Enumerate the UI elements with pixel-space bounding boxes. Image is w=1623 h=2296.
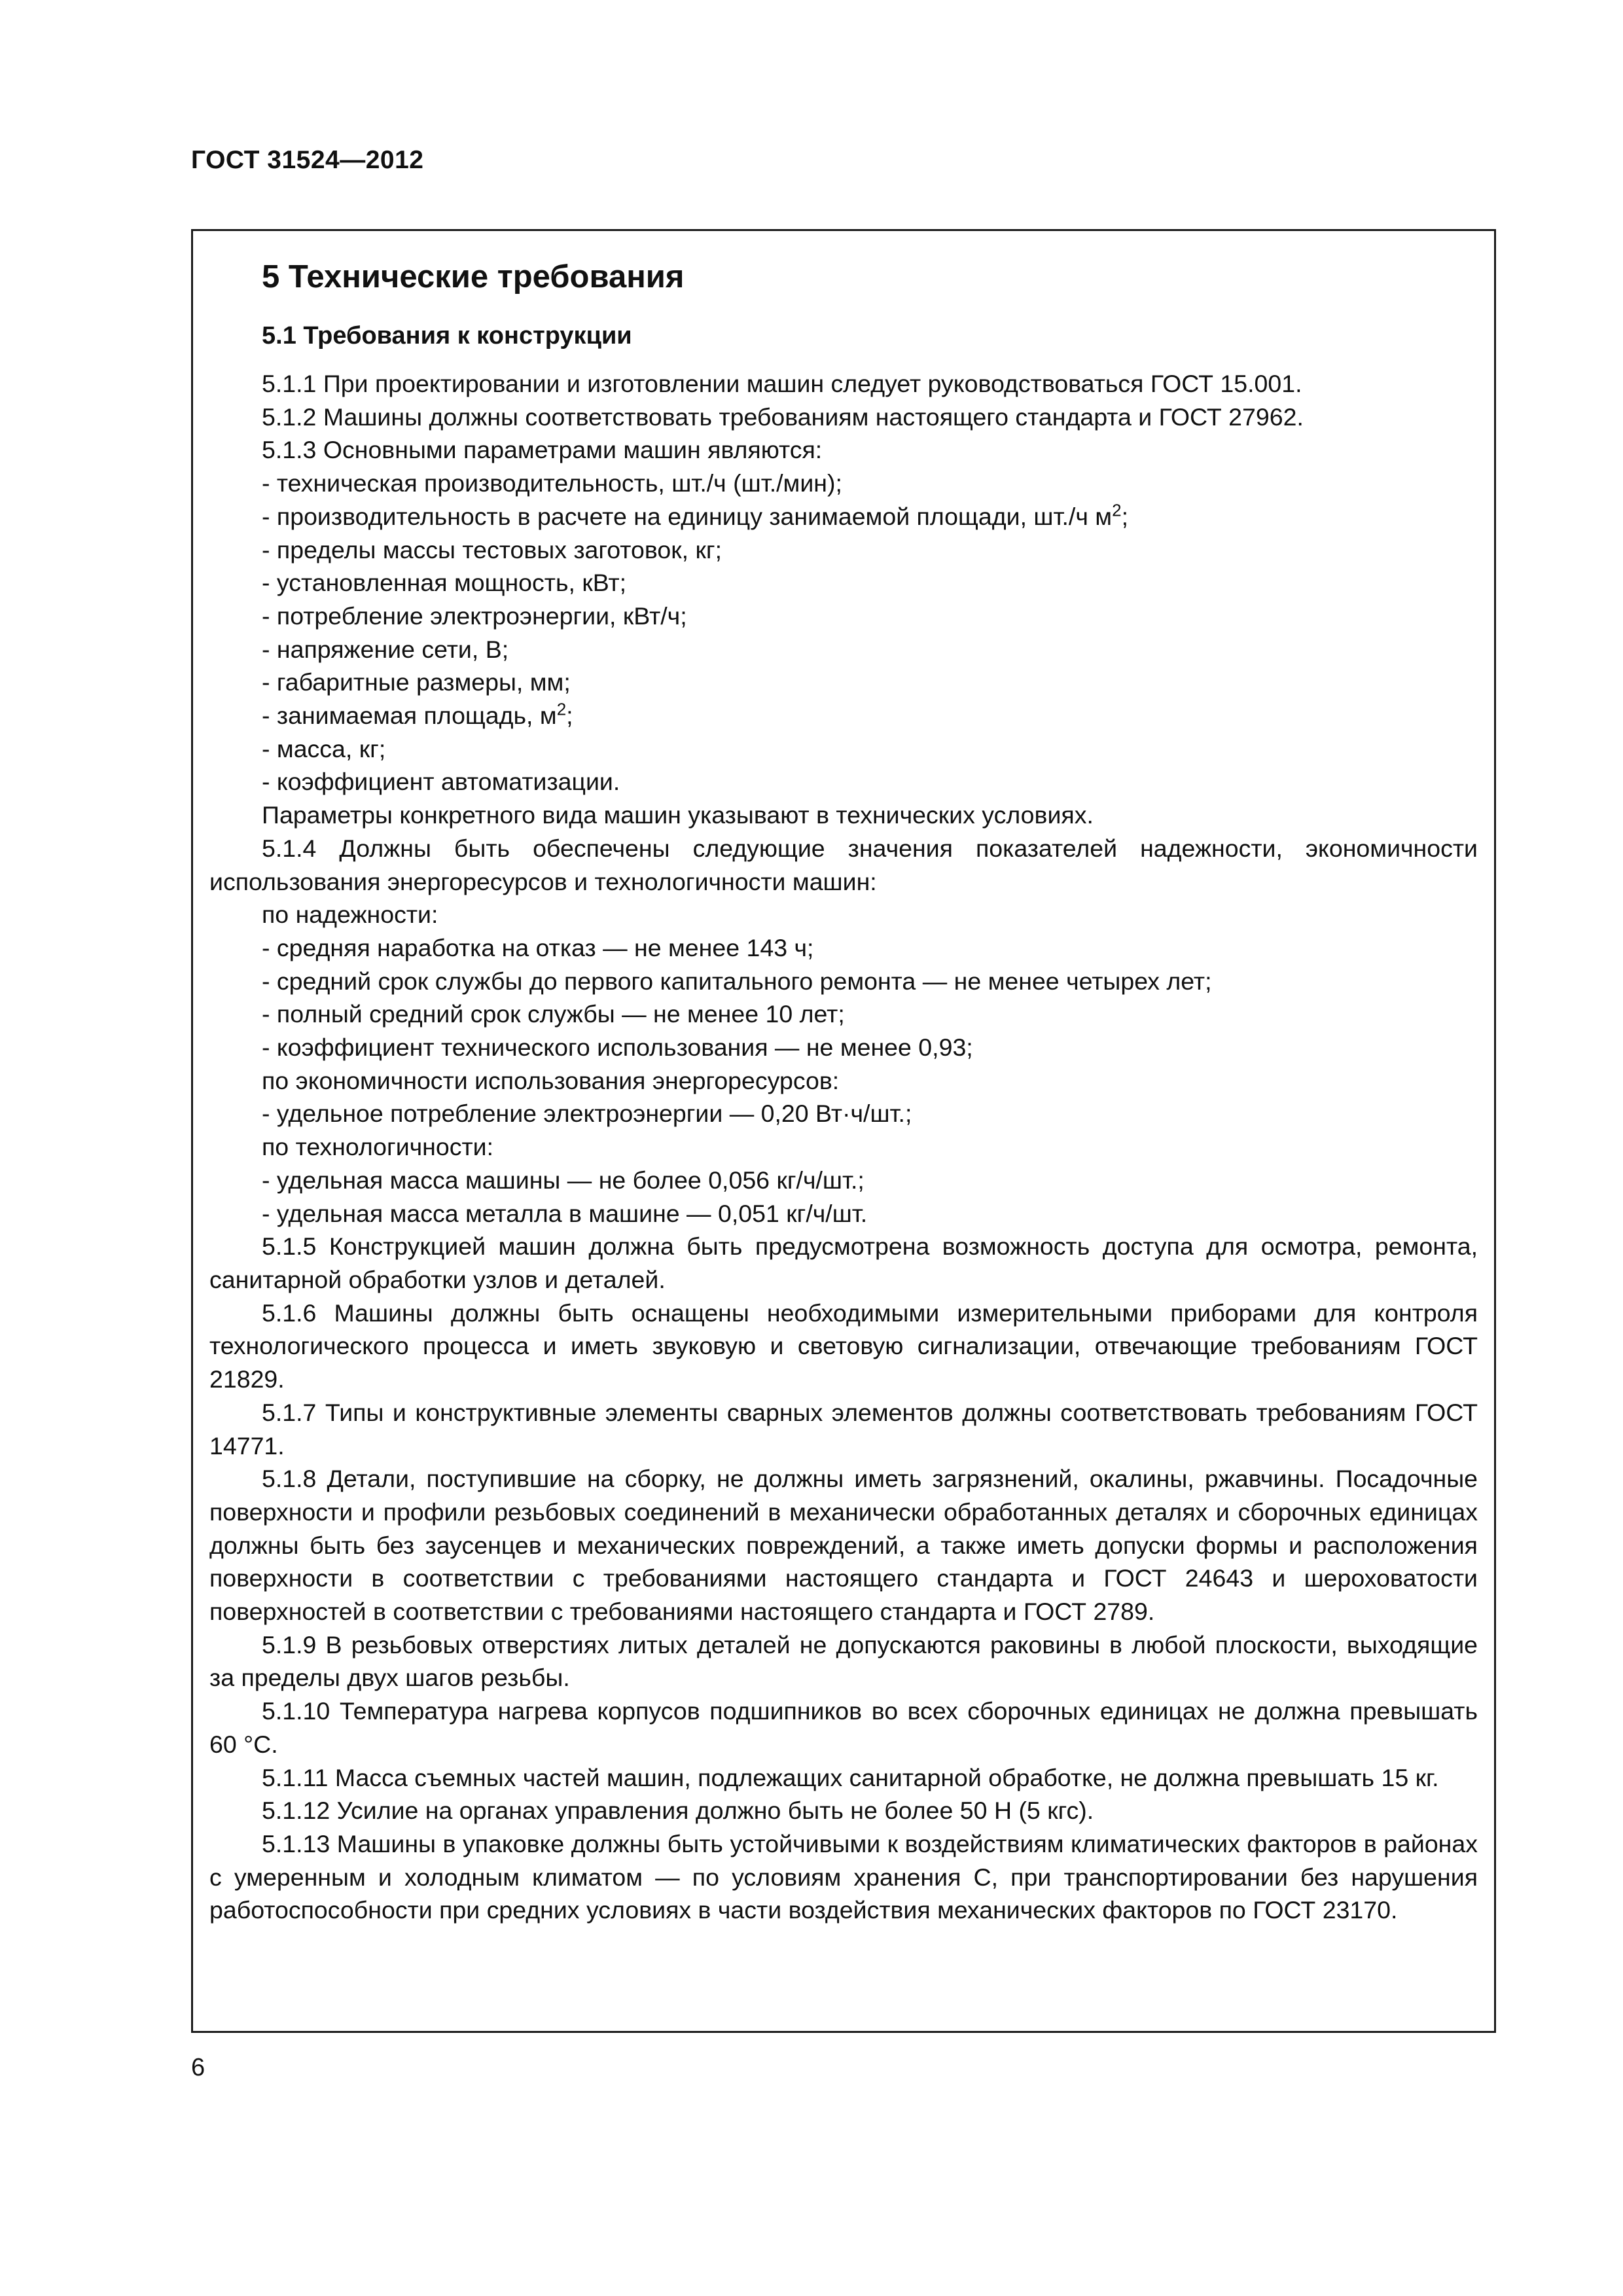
clause-5-1-10: 5.1.10 Температура нагрева корпусов подшипников во всех сборочных единицах не должна превышать 60 °С. bbox=[209, 1697, 1478, 1758]
superscript: 2 bbox=[1112, 500, 1122, 520]
standard-designation: ГОСТ 31524—2012 bbox=[191, 146, 424, 174]
clause-5-1-9: 5.1.9 В резьбовых отверстиях литых деталей не допускаются раковины в любой плоскости, выходящие за пределы двух шагов резьбы. bbox=[209, 1630, 1478, 1692]
superscript: 2 bbox=[556, 699, 567, 719]
list-item: - напряжение сети, В; bbox=[262, 635, 509, 663]
clause-5-1-12: 5.1.12 Усилие на органах управления должно быть не более 50 Н (5 кгс). bbox=[262, 1797, 1094, 1825]
clause-5-1-1: 5.1.1 При проектировании и изготовлении машин следует руководствоваться ГОСТ 15.001. bbox=[262, 370, 1302, 397]
list-item: - удельная масса металла в машине — 0,051 кг/ч/шт. bbox=[262, 1199, 868, 1227]
clause-5-1-13: 5.1.13 Машины в упаковке должны быть устойчивыми к воздействиям климатических факторов в районах с умеренным и холодным климатом — по условиям хранения С, при транспортировании без нарушения работоспособности при средних условиях в части воздействия механических факторов по ГОСТ 23170. bbox=[209, 1829, 1478, 1924]
clause-5-1-8: 5.1.8 Детали, поступившие на сборку, не должны иметь загрязнений, окалины, ржавчины. Посадочные поверхности и профили резьбовых соединений в механически обработанных деталях и сборочных единицах должны быть без заусенцев и механических повреждений, а также иметь допуски формы и расположения поверхности в соответствии с требованиями настоящего стандарта и ГОСТ 24643 и шероховатости поверхностей в соответствии с требованиями настоящего стандарта и ГОСТ 2789. bbox=[209, 1465, 1478, 1626]
list-item bbox=[209, 500, 1478, 533]
list-item: - средняя наработка на отказ — не менее 143 ч; bbox=[262, 933, 814, 961]
clause-5-1-11: 5.1.11 Масса съемных частей машин, подлежащих санитарной обработке, не должна превышать 15 кг. bbox=[262, 1763, 1439, 1791]
clause-5-1-5: 5.1.5 Конструкцией машин должна быть предусмотрена возможность доступа для осмотра, ремонта, санитарной обработки узлов и деталей. bbox=[209, 1232, 1478, 1293]
list-item: - полный средний срок службы — не менее 10 лет; bbox=[262, 1000, 845, 1028]
list-item: - коэффициент технического использования — не менее 0,93; bbox=[262, 1033, 973, 1062]
technology-heading: по технологичности: bbox=[262, 1133, 494, 1161]
document-body bbox=[209, 254, 1478, 1927]
clause-5-1-2: 5.1.2 Машины должны соответствовать требованиям настоящего стандарта и ГОСТ 27962. bbox=[262, 403, 1304, 431]
list-item: - масса, кг; bbox=[262, 734, 386, 762]
list-item: - коэффициент автоматизации. bbox=[262, 768, 620, 796]
list-item bbox=[209, 699, 1478, 732]
clause-5-1-6: 5.1.6 Машины должны быть оснащены необходимыми измерительными приборами для контроля технологического процесса и иметь звуковую и световую сигнализации, отвечающие требованиям ГОСТ 21829. bbox=[209, 1299, 1478, 1393]
list-item: - пределы массы тестовых заготовок, кг; bbox=[262, 535, 722, 564]
reliability-heading: по надежности: bbox=[262, 901, 438, 929]
clause-5-1-4: 5.1.4 Должны быть обеспечены следующие значения показателей надежности, экономичности использования энергоресурсов и технологичности машин: bbox=[209, 834, 1478, 895]
page-number: 6 bbox=[191, 2054, 205, 2081]
list-item: - габаритные размеры, мм; bbox=[262, 668, 571, 696]
list-item: - удельная масса машины — не более 0,056 кг/ч/шт.; bbox=[262, 1166, 865, 1194]
clause-5-1-3: 5.1.3 Основными параметрами машин являются: bbox=[262, 436, 823, 464]
list-item: - потребление электроэнергии, кВт/ч; bbox=[262, 601, 687, 630]
list-item: - установленная мощность, кВт; bbox=[262, 569, 627, 597]
list-item-text: - производительность в расчете на единицу занимаемой площади, шт./ч м bbox=[262, 502, 1113, 530]
economy-heading: по экономичности использования энергоресурсов: bbox=[262, 1066, 840, 1094]
punctuation: ; bbox=[566, 702, 573, 730]
section-title: 5 Технические требования bbox=[262, 259, 685, 295]
list-item-text: - занимаемая площадь, м bbox=[262, 702, 557, 730]
list-item: - удельное потребление электроэнергии — 0,20 Вт·ч/шт.; bbox=[262, 1100, 912, 1128]
params-note: Параметры конкретного вида машин указывают в технических условиях. bbox=[262, 801, 1094, 829]
subsection-title: 5.1 Требования к конструкции bbox=[262, 322, 632, 350]
list-item: - средний срок службы до первого капитального ремонта — не менее четырех лет; bbox=[262, 967, 1212, 995]
list-item: - техническая производительность, шт./ч (шт./мин); bbox=[262, 469, 842, 497]
punctuation: ; bbox=[1121, 502, 1128, 530]
clause-5-1-7: 5.1.7 Типы и конструктивные элементы сварных элементов должны соответствовать требованиям ГОСТ 14771. bbox=[209, 1398, 1478, 1460]
